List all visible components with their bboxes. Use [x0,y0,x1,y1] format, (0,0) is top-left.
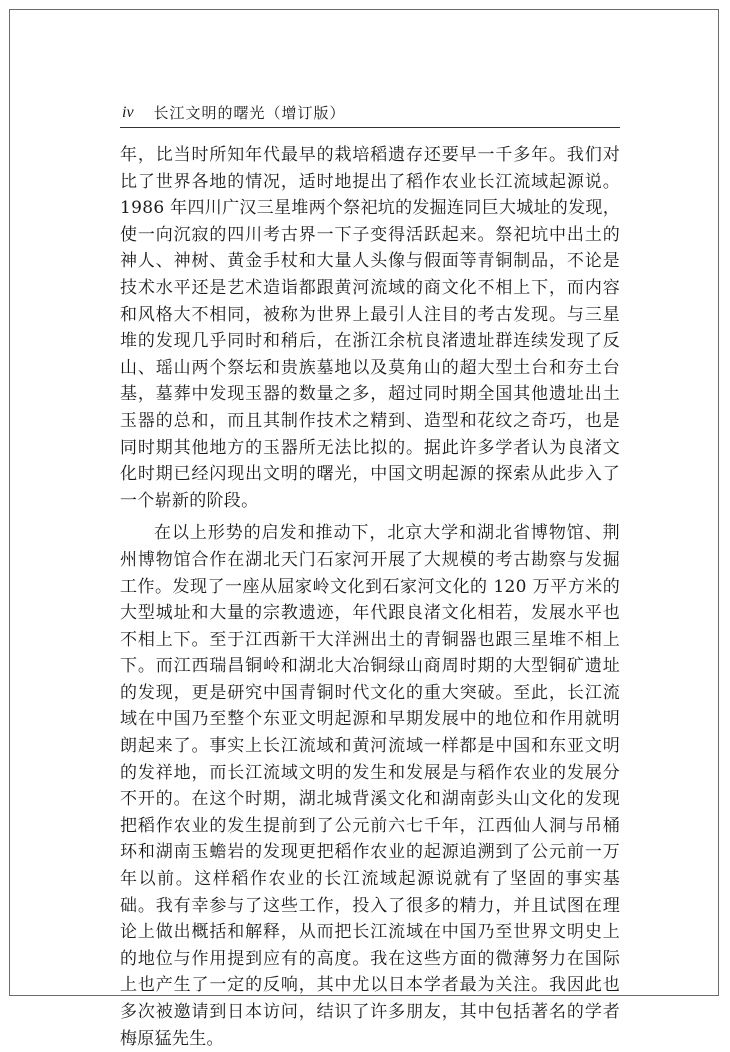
paragraph: 在以上形势的启发和推动下，北京大学和湖北省博物馆、荆州博物馆合作在湖北天门石家河开展了大规模的考古勘察与发掘工作。发现了一座从屈家岭文化到石家河文化的 120 万平方米的大型城址和大量的宗教遗迹，年代跟良渚文化相若，发展水平也不相上下。至于江西新干大洋洲出土的青铜器也跟三星堆不相上下。而江西瑞昌铜岭和湖北大冶铜绿山商周时期的大型铜矿遗址的发现，更是研究中国青铜时代文化的重大突破。至此，长江流域在中国乃至整个东亚文明起源和早期发展中的地位和作用就明朗起来了。事实上长江流域和黄河流域一样都是中国和东亚文明的发祥地，而长江流域文明的发生和发展是与稻作农业的发展分不开的。在这个时期，湖北城背溪文化和湖南彭头山文化的发现把稻作农业的发生提前到了公元前六七千年，江西仙人洞与吊桶环和湖南玉蟾岩的发现更把稻作农业的起源追溯到了公元前一万年以前。这样稻作农业的长江流域起源说就有了坚固的事实基础。我有幸参与了这些工作，投入了很多的精力，并且试图在理论上做出概括和解释，从而把长江流域在中国乃至世界文明史上的地位与作用提到应有的高度。我在这些方面的微薄努力在国际上也产生了一定的反响，其中尤以日本学者最为关注。我因此也多次被邀请到日本访问，结识了许多朋友，其中包括著名的学者梅原猛先生。 [120,523,620,1049]
running-header [120,100,620,128]
running-title: 长江文明的曙光（增订版） [153,104,346,122]
page-number: iv [122,104,134,121]
paragraph-continued: 年，比当时所知年代最早的栽培稻遗存还要早一千多年。我们对比了世界各地的情况，适时地提出了稻作农业长江流域起源说。1986 年四川广汉三星堆两个祭祀坑的发掘连同巨大城址的发现，使一向沉寂的四川考古界一下子变得活跃起来。祭祀坑中出土的神人、神树、黄金手杖和大量人头像与假面等青铜制品，不论是技术水平还是艺术造诣都跟黄河流域的商文化不相上下，而内容和风格大不相同，被称为世界上最引人注目的考古发现。与三星堆的发现几乎同时和稍后，在浙江余杭良渚遗址群连续发现了反山、瑶山两个祭坛和贵族墓地以及莫角山的超大型土台和夯土台基，墓葬中发现玉器的数量之多，超过同时期全国其他遗址出土玉器的总和，而且其制作技术之精到、造型和花纹之奇巧，也是同时期其他地方的玉器所无法比拟的。据此许多学者认为良渚文化时期已经闪现出文明的曙光，中国文明起源的探索从此步入了一个崭新的阶段。 [120,145,620,511]
body-text [120,142,620,1052]
